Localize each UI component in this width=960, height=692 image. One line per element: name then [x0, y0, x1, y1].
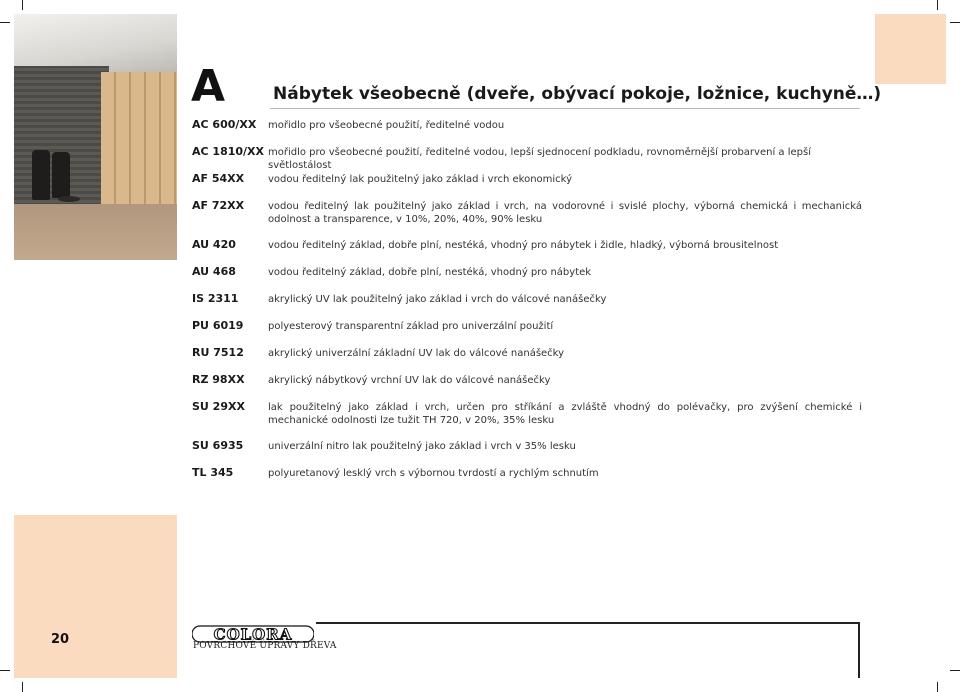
photo-vase [52, 152, 70, 198]
product-code: AU 468 [192, 265, 236, 278]
footer-rule [316, 622, 860, 624]
title-divider [270, 108, 860, 109]
crop-mark [22, 682, 23, 692]
peach-footer-block [14, 515, 177, 678]
product-code: AC 600/XX [192, 118, 257, 131]
photo-floor [14, 204, 177, 260]
product-description: vodou ředitelný lak použitelný jako základ i vrch, na vodorovné i svislé plochy, výborná chemická i mechanická odolnost a transparence, v 10%, 20%, 40%, 90% lesku [268, 201, 862, 225]
interior-photo [14, 14, 177, 260]
peach-corner-block [875, 14, 946, 84]
product-code: PU 6019 [192, 319, 244, 332]
logo-wordmark: COLORA [213, 625, 293, 644]
product-description: akrylický nábytkový vrchní UV lak do válcové nanášečky [268, 375, 551, 386]
product-description: vodou ředitelný lak použitelný jako základ i vrch ekonomický [268, 174, 573, 185]
crop-mark [22, 0, 23, 10]
page-number: 20 [50, 632, 70, 647]
crop-mark [0, 670, 10, 671]
crop-mark [950, 22, 960, 23]
product-code: AF 72XX [192, 199, 245, 212]
product-description: lak použitelný jako základ i vrch, určen pro stříkání a zvláště vhodný do polévačky, pro zvýšení chemické i mechanické odolnosti lze tužit TH 720, v 20%, 35% lesku [268, 402, 862, 426]
product-code: RU 7512 [192, 346, 244, 359]
crop-mark [937, 682, 938, 692]
product-description: vodou ředitelný základ, dobře plní, nestéká, vhodný pro nábytek [268, 267, 592, 278]
product-description: polyesterový transparentní základ pro univerzální použití [268, 321, 554, 332]
section-letter: A [191, 61, 226, 112]
photo-ceiling [14, 14, 177, 74]
product-description: akrylický univerzální základní UV lak do válcové nanášečky [268, 348, 565, 359]
photo-wood-panels [101, 72, 177, 217]
photo-vase [32, 150, 50, 200]
product-code: AC 1810/XX [192, 145, 265, 158]
logo-subtitle: POVRCHOVÉ ÚPRAVY DŘEVA [193, 641, 337, 651]
footer-rule-vertical [858, 622, 860, 678]
product-code: AU 420 [192, 238, 236, 251]
product-description: vodou ředitelný základ, dobře plní, nestéká, vhodný pro nábytek i židle, hladký, výborná brousitelnost [268, 240, 779, 251]
product-description: mořidlo pro všeobecné použití, ředitelné vodou, lepší sjednocení podkladu, rovnoměrnější probarvení a lepší světlostálost [268, 147, 811, 171]
product-code: SU 6935 [192, 439, 244, 452]
product-code: RZ 98XX [192, 373, 245, 386]
crop-mark [0, 22, 10, 23]
photo-tray [58, 196, 80, 202]
product-code: IS 2311 [192, 292, 239, 305]
section-title: Nábytek všeobecně (dveře, obývací pokoje, ložnice, kuchyně…) [273, 84, 882, 104]
crop-mark [950, 670, 960, 671]
crop-mark [937, 0, 938, 10]
product-code: TL 345 [192, 466, 234, 479]
product-description: univerzální nitro lak použitelný jako základ i vrch v 35% lesku [268, 441, 576, 452]
product-code: SU 29XX [192, 400, 245, 413]
product-description: mořidlo pro všeobecné použití, ředitelné vodou [268, 120, 505, 131]
product-code: AF 54XX [192, 172, 245, 185]
product-description: polyuretanový lesklý vrch s výbornou tvrdostí a rychlým schnutím [268, 468, 599, 479]
product-description: akrylický UV lak použitelný jako základ i vrch do válcové nanášečky [268, 294, 607, 305]
